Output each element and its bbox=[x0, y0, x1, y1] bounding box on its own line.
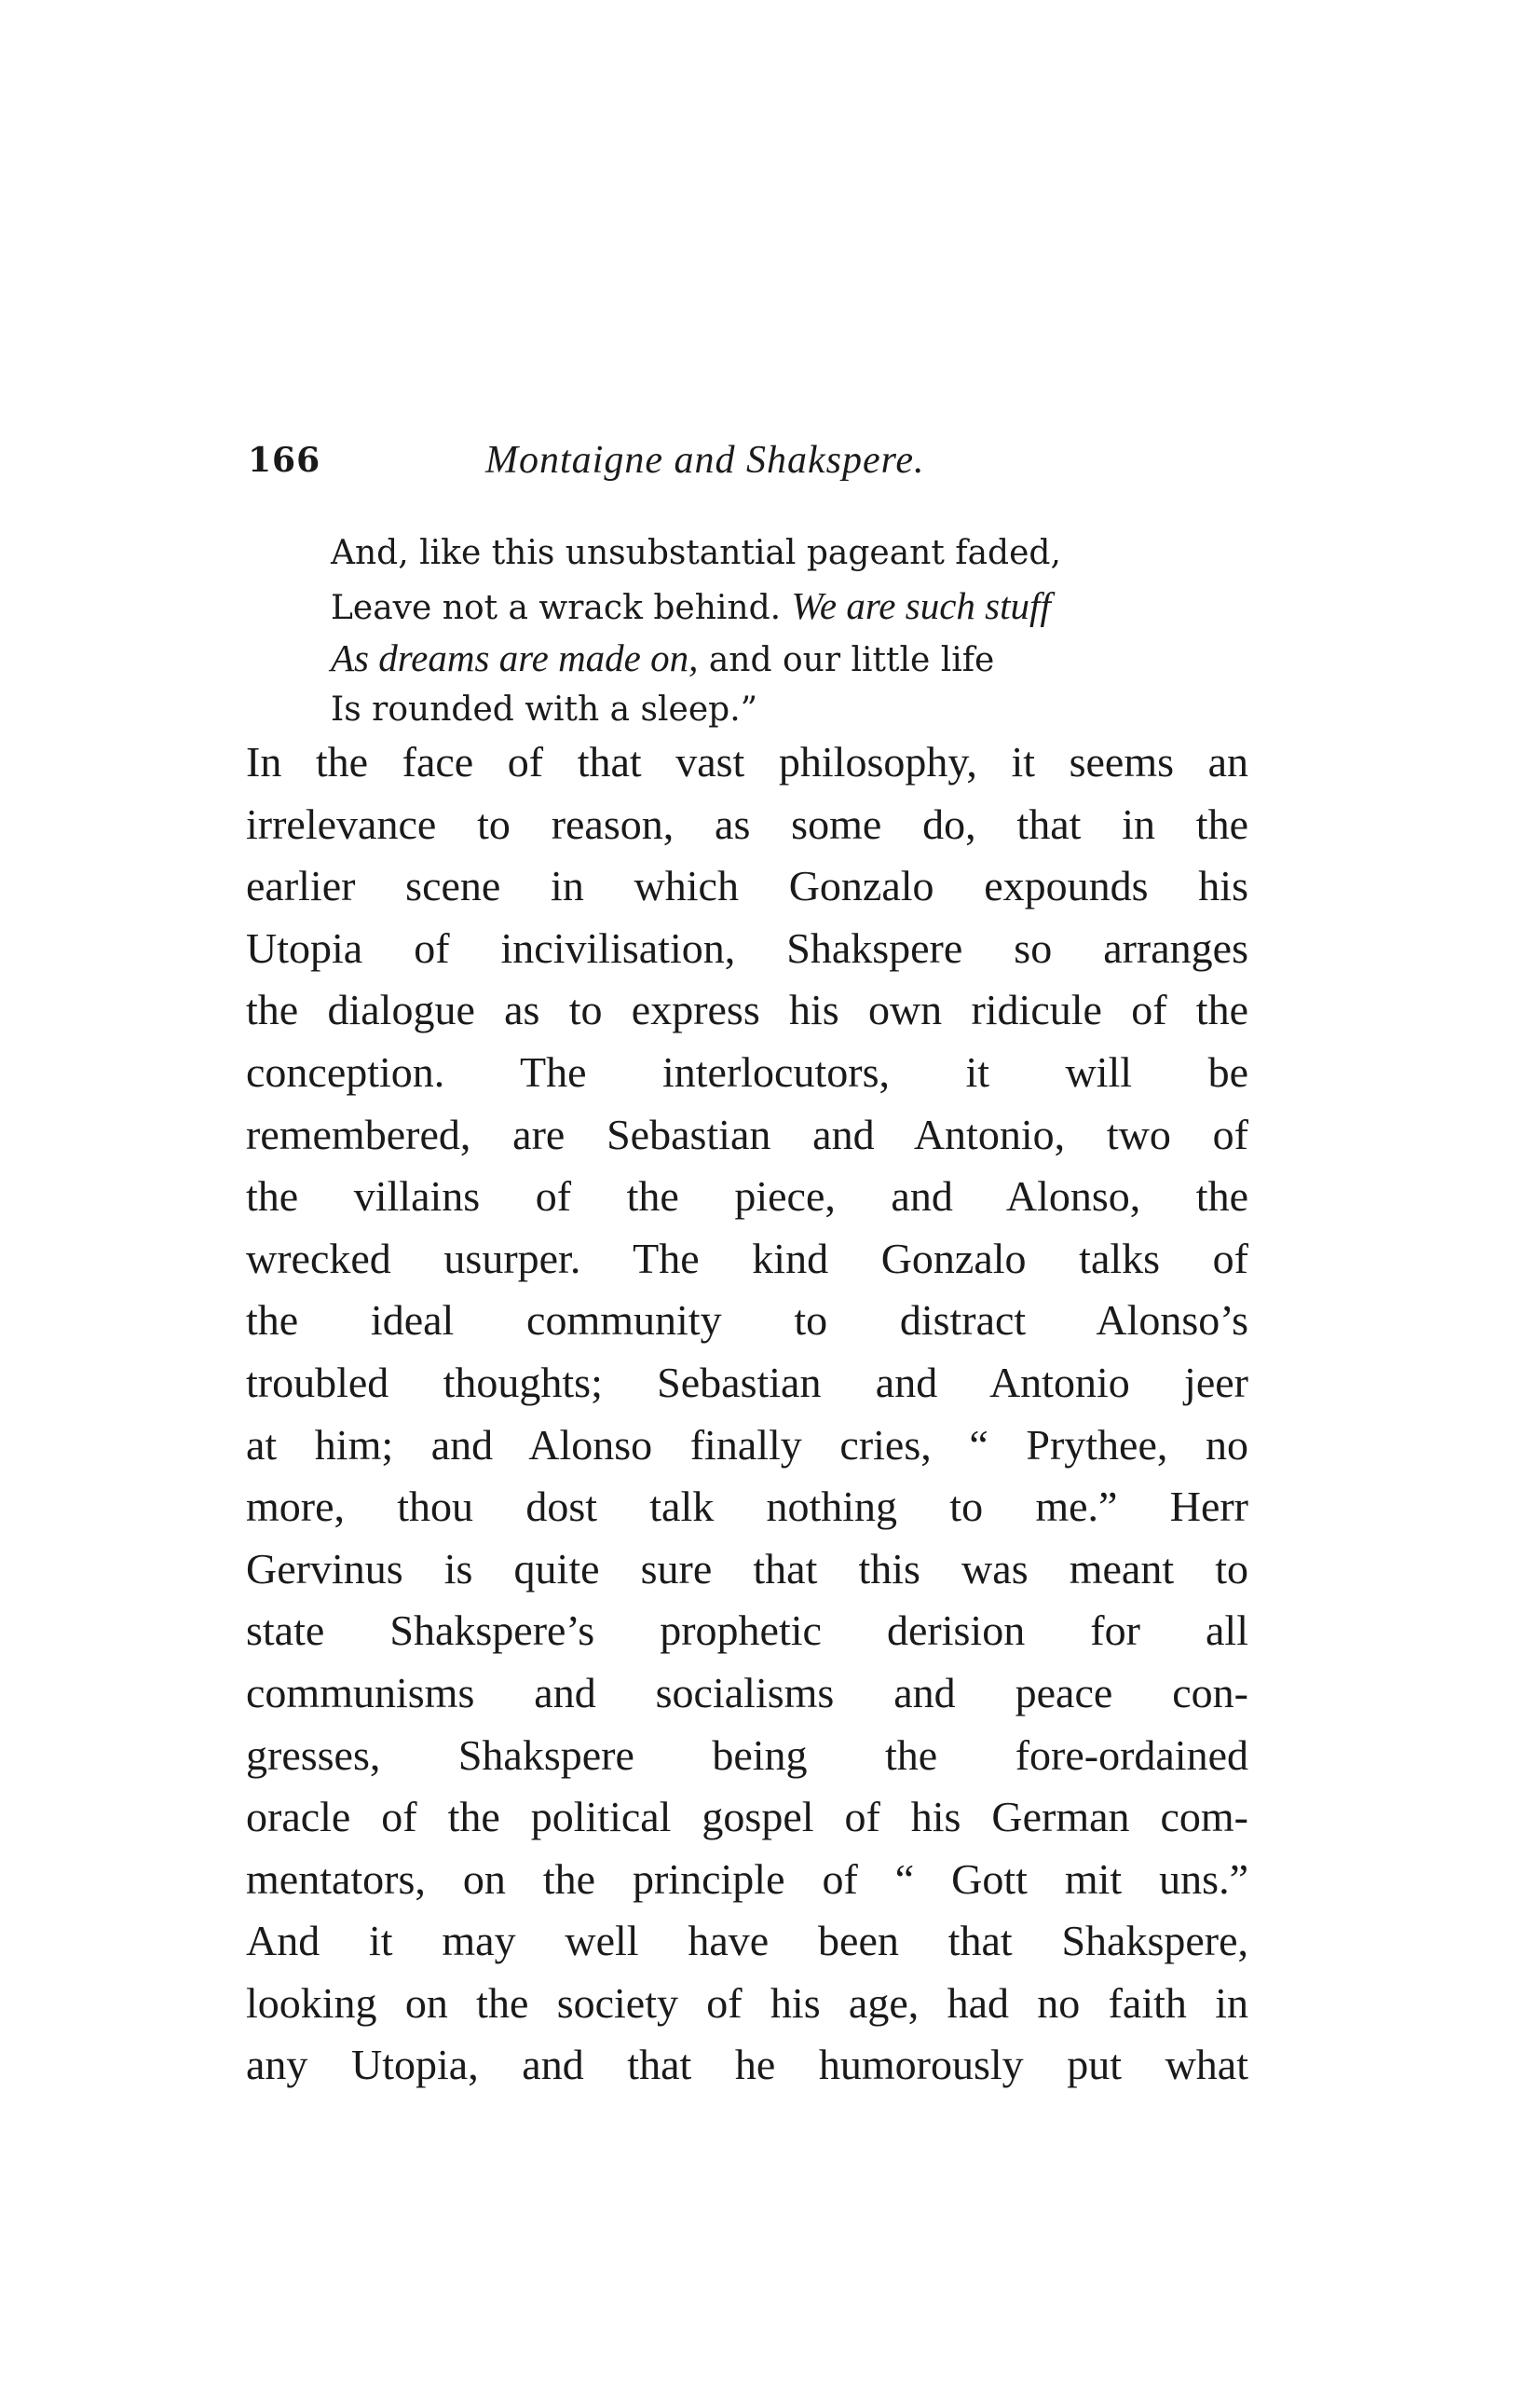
page-number: 166 bbox=[248, 441, 321, 480]
text-line: wrecked usurper. The kind Gonzalo talks of bbox=[246, 1234, 1248, 1282]
text-line: In the face of that vast philosophy, it seems an bbox=[246, 738, 1248, 786]
text-line: mentators, on the principle of “ Gott mit uns.” bbox=[246, 1854, 1248, 1903]
text-line: irrelevance to reason, as some do, that in the bbox=[246, 800, 1248, 848]
text-line: remembered, are Sebastian and Antonio, two of bbox=[246, 1110, 1248, 1158]
text-line: conception. The interlocutors, it will be bbox=[246, 1047, 1248, 1096]
verse-quotation bbox=[331, 527, 1262, 736]
quote-text: Is rounded with a sleep.” bbox=[331, 690, 758, 729]
text-line: the dialogue as to express his own ridicule of the bbox=[246, 986, 1248, 1034]
text-line: looking on the society of his age, had no faith in bbox=[246, 1978, 1248, 2027]
text-line: oracle of the political gospel of his German com- bbox=[246, 1793, 1248, 1841]
quote-italic-text: As dreams are made on, bbox=[331, 636, 699, 679]
quote-line bbox=[331, 632, 1262, 684]
text-line: Utopia of incivilisation, Shakspere so arranges bbox=[246, 923, 1248, 972]
text-line: gresses, Shakspere being the fore-ordained bbox=[246, 1730, 1248, 1779]
quote-italic-text: We are such stuff bbox=[791, 584, 1051, 627]
text-line: the villains of the piece, and Alonso, the bbox=[246, 1172, 1248, 1221]
text-line: any Utopia, and that he humorously put what bbox=[246, 2041, 1248, 2089]
quote-line bbox=[331, 684, 1262, 736]
text-line: more, thou dost talk nothing to me.” Herr bbox=[246, 1483, 1248, 1531]
body-paragraph bbox=[246, 731, 1248, 2097]
text-line: And it may well have been that Shakspere, bbox=[246, 1917, 1248, 1965]
quote-line bbox=[331, 527, 1262, 580]
text-line: troubled thoughts; Sebastian and Antonio jeer bbox=[246, 1358, 1248, 1406]
text-line: communisms and socialisms and peace con- bbox=[246, 1668, 1248, 1716]
quote-text: and our little life bbox=[698, 641, 995, 679]
running-head bbox=[248, 434, 1248, 486]
text-line: state Shakspere’s prophetic derision for all bbox=[246, 1606, 1248, 1655]
text-line: Gervinus is quite sure that this was meant to bbox=[246, 1544, 1248, 1593]
quote-text: And, like this unsubstantial pageant faded, bbox=[331, 534, 1061, 572]
running-title: Montaigne and Shakspere. bbox=[485, 439, 925, 482]
text-line: the ideal community to distract Alonso’s bbox=[246, 1296, 1248, 1345]
quote-line bbox=[331, 580, 1262, 632]
text-line: earlier scene in which Gonzalo expounds his bbox=[246, 862, 1248, 910]
quote-text: Leave not a wrack behind. bbox=[331, 589, 792, 627]
text-line: at him; and Alonso finally cries, “ Prythee, no bbox=[246, 1420, 1248, 1469]
